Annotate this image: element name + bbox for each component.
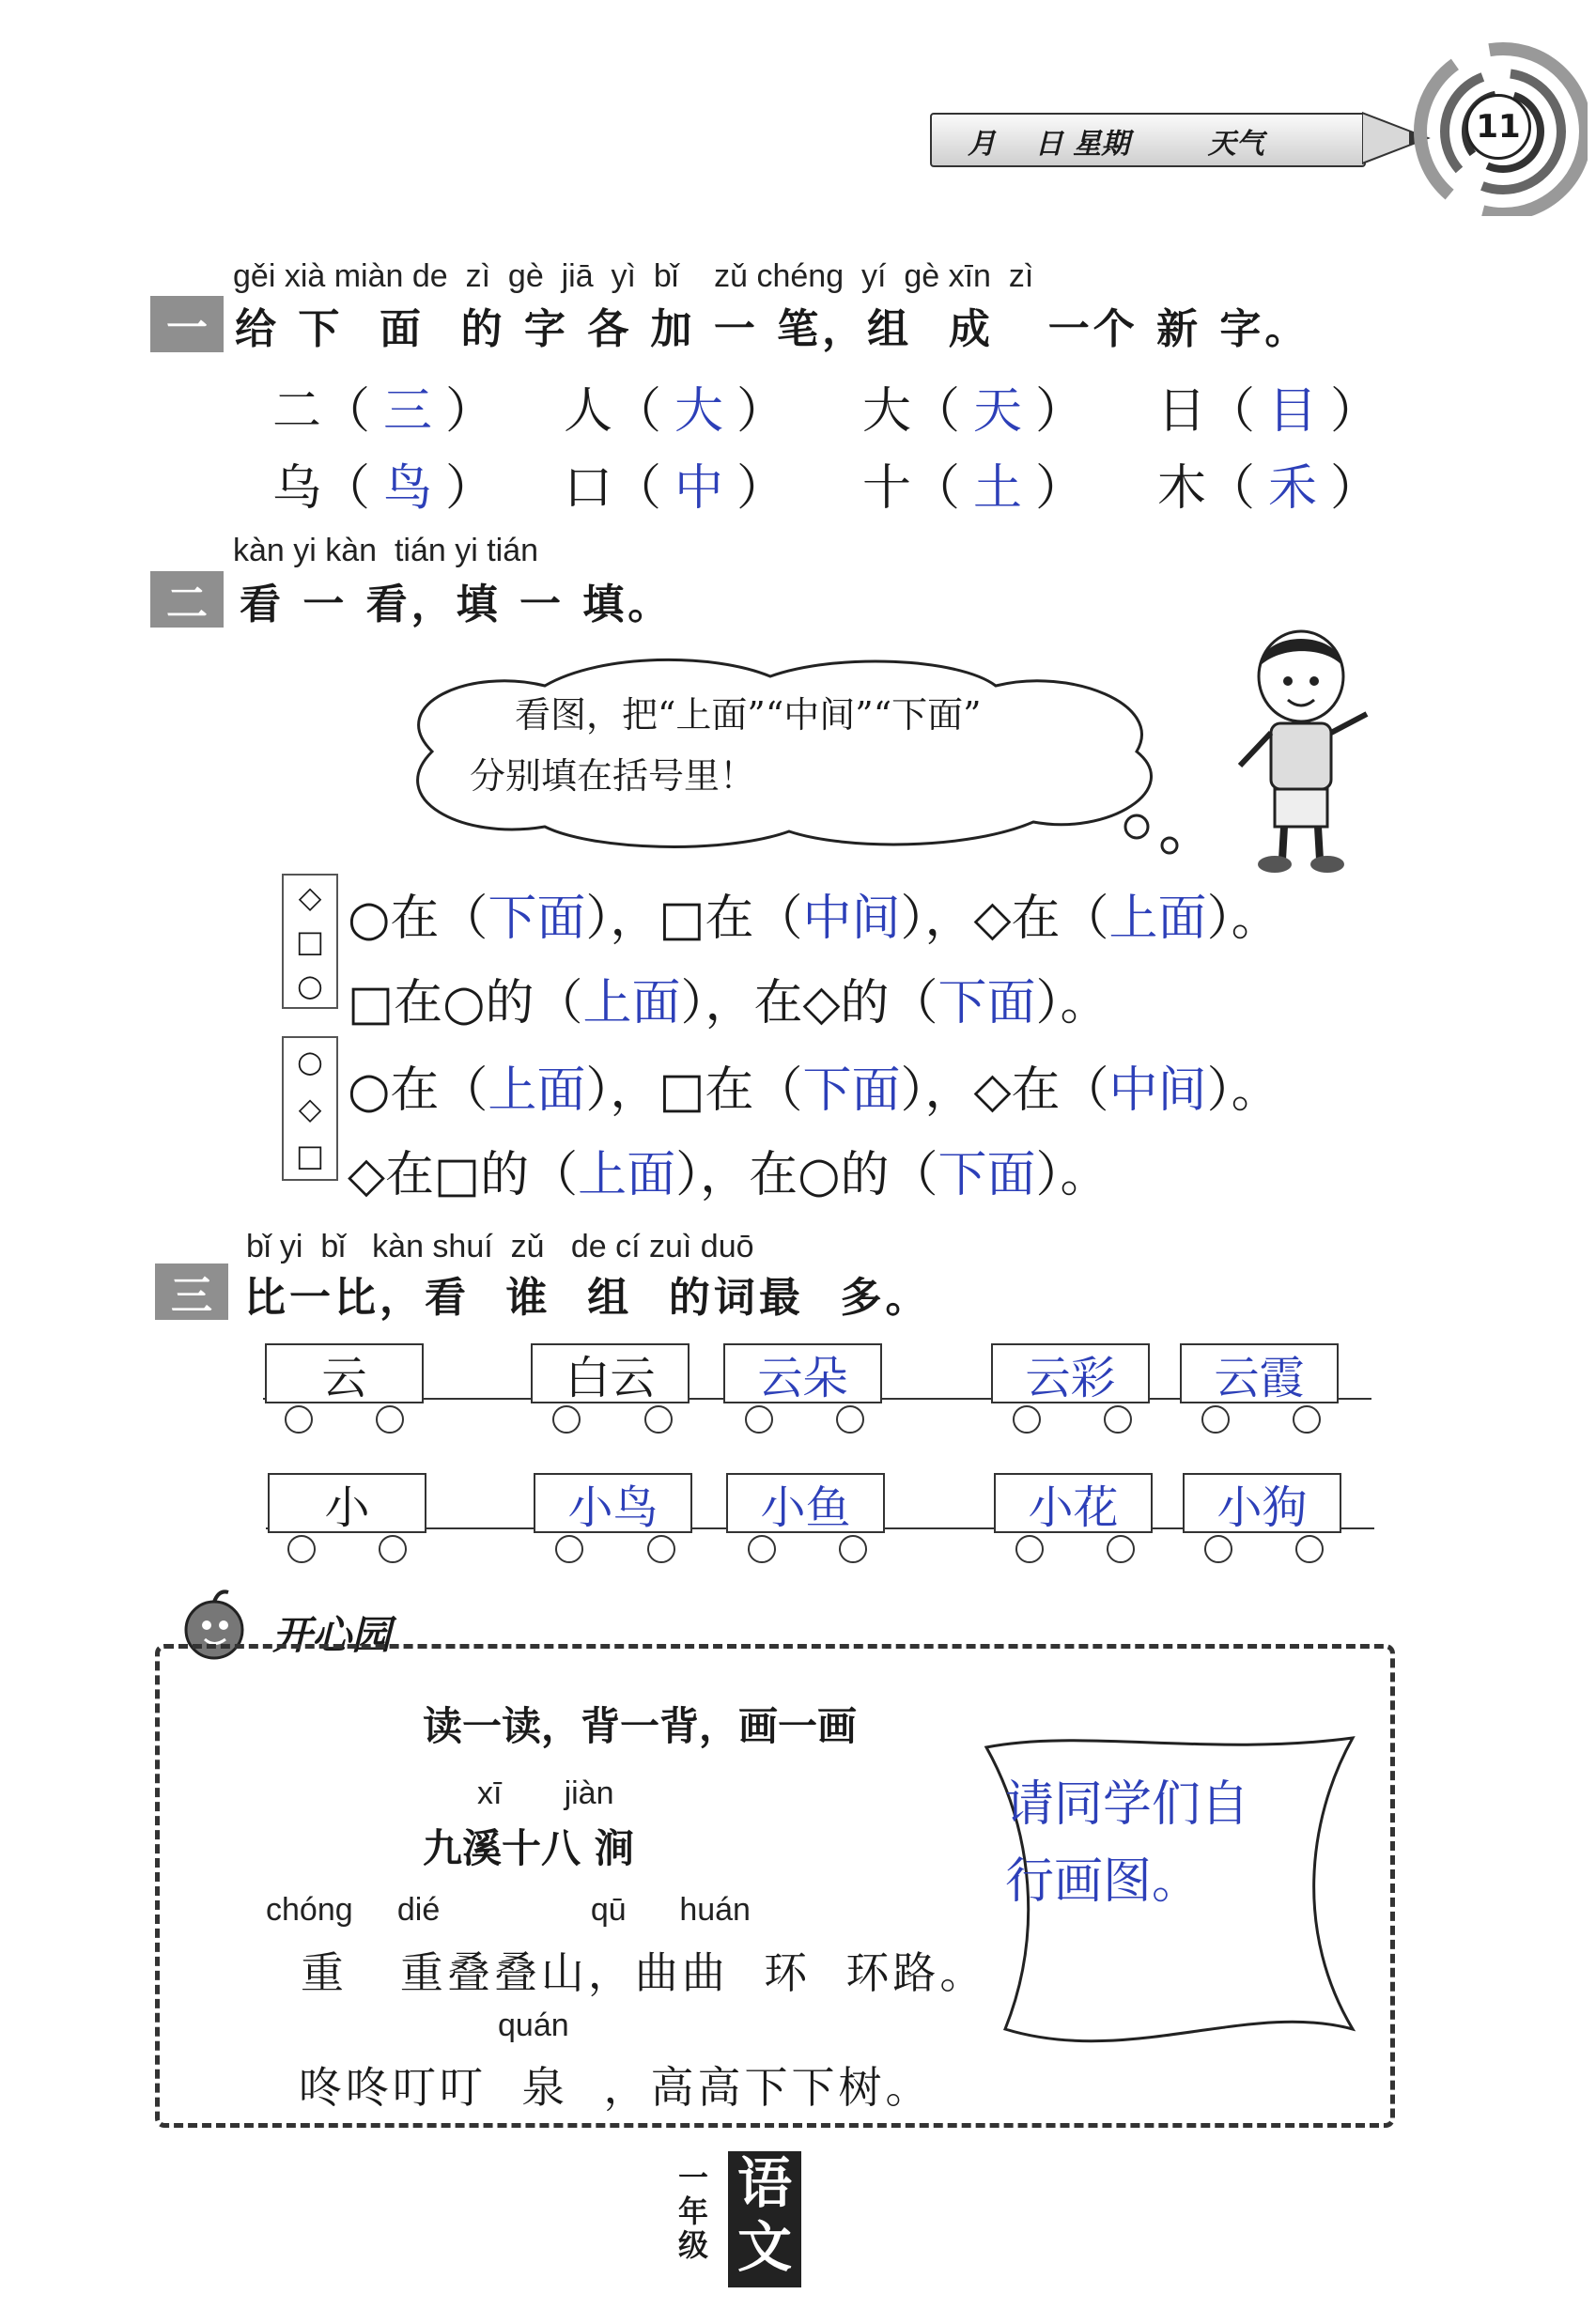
s1-r2-c4: 木（ 禾 ） (1157, 448, 1379, 519)
section2-number: 二 (150, 571, 224, 628)
train-car[interactable]: 小鱼 (726, 1473, 885, 1533)
garden-subtitle: 读一读，背一背，画一画 (423, 1703, 858, 1749)
train-car[interactable]: 小鸟 (534, 1473, 692, 1533)
poem-title-pinyin: xī jiàn (477, 1775, 614, 1811)
footer-subject: 语文 (728, 2151, 801, 2287)
s1-r2-c1: 乌（ 鸟 ） (272, 448, 494, 519)
wheel (644, 1405, 673, 1434)
wheel (1013, 1405, 1041, 1434)
answer[interactable]: 上面 (1108, 891, 1207, 947)
train-car: 云 (265, 1343, 424, 1403)
answer[interactable]: 下面 (488, 891, 586, 947)
answer[interactable]: 中间 (802, 891, 901, 947)
date-bar (930, 113, 1366, 167)
answer[interactable]: 下面 (937, 1147, 1036, 1203)
wheel (1204, 1535, 1232, 1563)
wheel (287, 1535, 316, 1563)
page-number: 11 (1476, 108, 1521, 146)
g1-line-2: □在○的（上面），在◇的（下面）。 (348, 975, 1109, 1031)
wheel (836, 1405, 864, 1434)
poem-line-1: 重 重叠叠山，曲曲 环 环路。 (301, 1947, 987, 1998)
wheel (839, 1535, 867, 1563)
s1-r1-c1: 二（ 三 ） (272, 371, 494, 442)
answer[interactable]: 三 (383, 383, 433, 440)
wheel (379, 1535, 407, 1563)
train-car: 小 (268, 1473, 426, 1533)
wheel (748, 1535, 776, 1563)
bubble-line-1: 看图，把“上面”“中间”“下面” (515, 694, 982, 736)
shape: □ (295, 1138, 325, 1173)
train-car: 白云 (531, 1343, 690, 1403)
boy-character-icon (1226, 625, 1376, 878)
answer[interactable]: 中间 (1108, 1062, 1207, 1119)
wheel (552, 1405, 581, 1434)
wheel (745, 1405, 773, 1434)
s1-r2-c3: 十（ 土 ） (862, 448, 1084, 519)
page-number-badge (1465, 94, 1531, 160)
s1-r1-c3: 大（ 天 ） (862, 371, 1084, 442)
answer[interactable]: 天 (973, 383, 1023, 440)
train-car[interactable]: 小狗 (1183, 1473, 1341, 1533)
section3-number: 三 (155, 1264, 228, 1320)
wheel (1295, 1535, 1324, 1563)
section3-title: 比一比，看 谁 组 的词最 多。 (244, 1274, 931, 1322)
date-label: 月 日 星期 天气 (968, 128, 1264, 161)
shape-stack-1 (282, 874, 338, 1009)
answer[interactable]: 目 (1268, 383, 1318, 440)
poem-line-1-pinyin: chóng dié qū huán (266, 1892, 751, 1928)
footer-grade: 一年级 (677, 2160, 708, 2263)
section2-pinyin: kàn yi kàn tián yi tián (233, 533, 539, 568)
section3-pinyin: bǐ yi bǐ kàn shuí zǔ de cí zuì duō (246, 1229, 754, 1264)
answer[interactable]: 土 (973, 460, 1023, 517)
bubble-line-2: 分别填在括号里！ (470, 755, 756, 797)
wheel (285, 1405, 313, 1434)
g2-line-1: ○在（上面），□在（下面），◇在（中间）。 (348, 1062, 1280, 1119)
shape-stack-2 (282, 1036, 338, 1181)
s1-r1-c2: 人（ 大 ） (564, 371, 785, 442)
wheel (1104, 1405, 1132, 1434)
wheel (1107, 1535, 1135, 1563)
shape: ○ (297, 967, 323, 1003)
g2-line-2: ◇在□的（上面），在○的（下面）。 (348, 1147, 1109, 1203)
section2-title: 看 一 看，填 一 填。 (240, 581, 674, 628)
shape: □ (295, 922, 325, 959)
g1-line-1: ○在（下面），□在（中间），◇在（上面）。 (348, 891, 1280, 947)
train-car[interactable]: 云霞 (1180, 1343, 1339, 1403)
poem-title: 九溪十八 涧 (423, 1825, 634, 1871)
s1-r1-c4: 日（ 目 ） (1157, 371, 1379, 442)
wheel (1015, 1535, 1044, 1563)
answer[interactable]: 鸟 (383, 460, 433, 517)
wheel (1201, 1405, 1230, 1434)
train-car[interactable]: 云彩 (991, 1343, 1150, 1403)
s1-r2-c2: 口（ 中 ） (564, 448, 785, 519)
garden-label: 开心园 (272, 1612, 392, 1658)
answer[interactable]: 大 (674, 383, 724, 440)
section1-title: 给 下 面 的 字 各 加 一 笔，组 成 一个 新 字。 (235, 305, 1310, 353)
answer[interactable]: 上面 (488, 1062, 586, 1119)
answer[interactable]: 中 (674, 460, 724, 517)
shape: ◇ (298, 1091, 322, 1126)
answer[interactable]: 下面 (802, 1062, 901, 1119)
shape: ◇ (298, 879, 322, 916)
section1-number: 一 (150, 296, 224, 352)
shape: ○ (297, 1044, 323, 1079)
wheel (647, 1535, 675, 1563)
wheel (1293, 1405, 1321, 1434)
train-car[interactable]: 小花 (994, 1473, 1153, 1533)
poem-line-2-pinyin: quán (498, 2008, 569, 2043)
train-car[interactable]: 云朵 (723, 1343, 882, 1403)
answer[interactable]: 上面 (582, 975, 681, 1031)
wheel (555, 1535, 583, 1563)
wheel (376, 1405, 404, 1434)
poem-line-2: 咚咚叮叮 泉 ，高高下下树。 (299, 2062, 933, 2113)
drawing-note[interactable]: 请同学们自行画图。 (1005, 1776, 1250, 1910)
answer[interactable]: 下面 (937, 975, 1036, 1031)
answer[interactable]: 禾 (1268, 460, 1318, 517)
answer[interactable]: 上面 (578, 1147, 676, 1203)
section1-pinyin: gěi xià miàn de zì gè jiā yì bǐ zǔ chéng yí gè xīn zì (233, 258, 1034, 294)
